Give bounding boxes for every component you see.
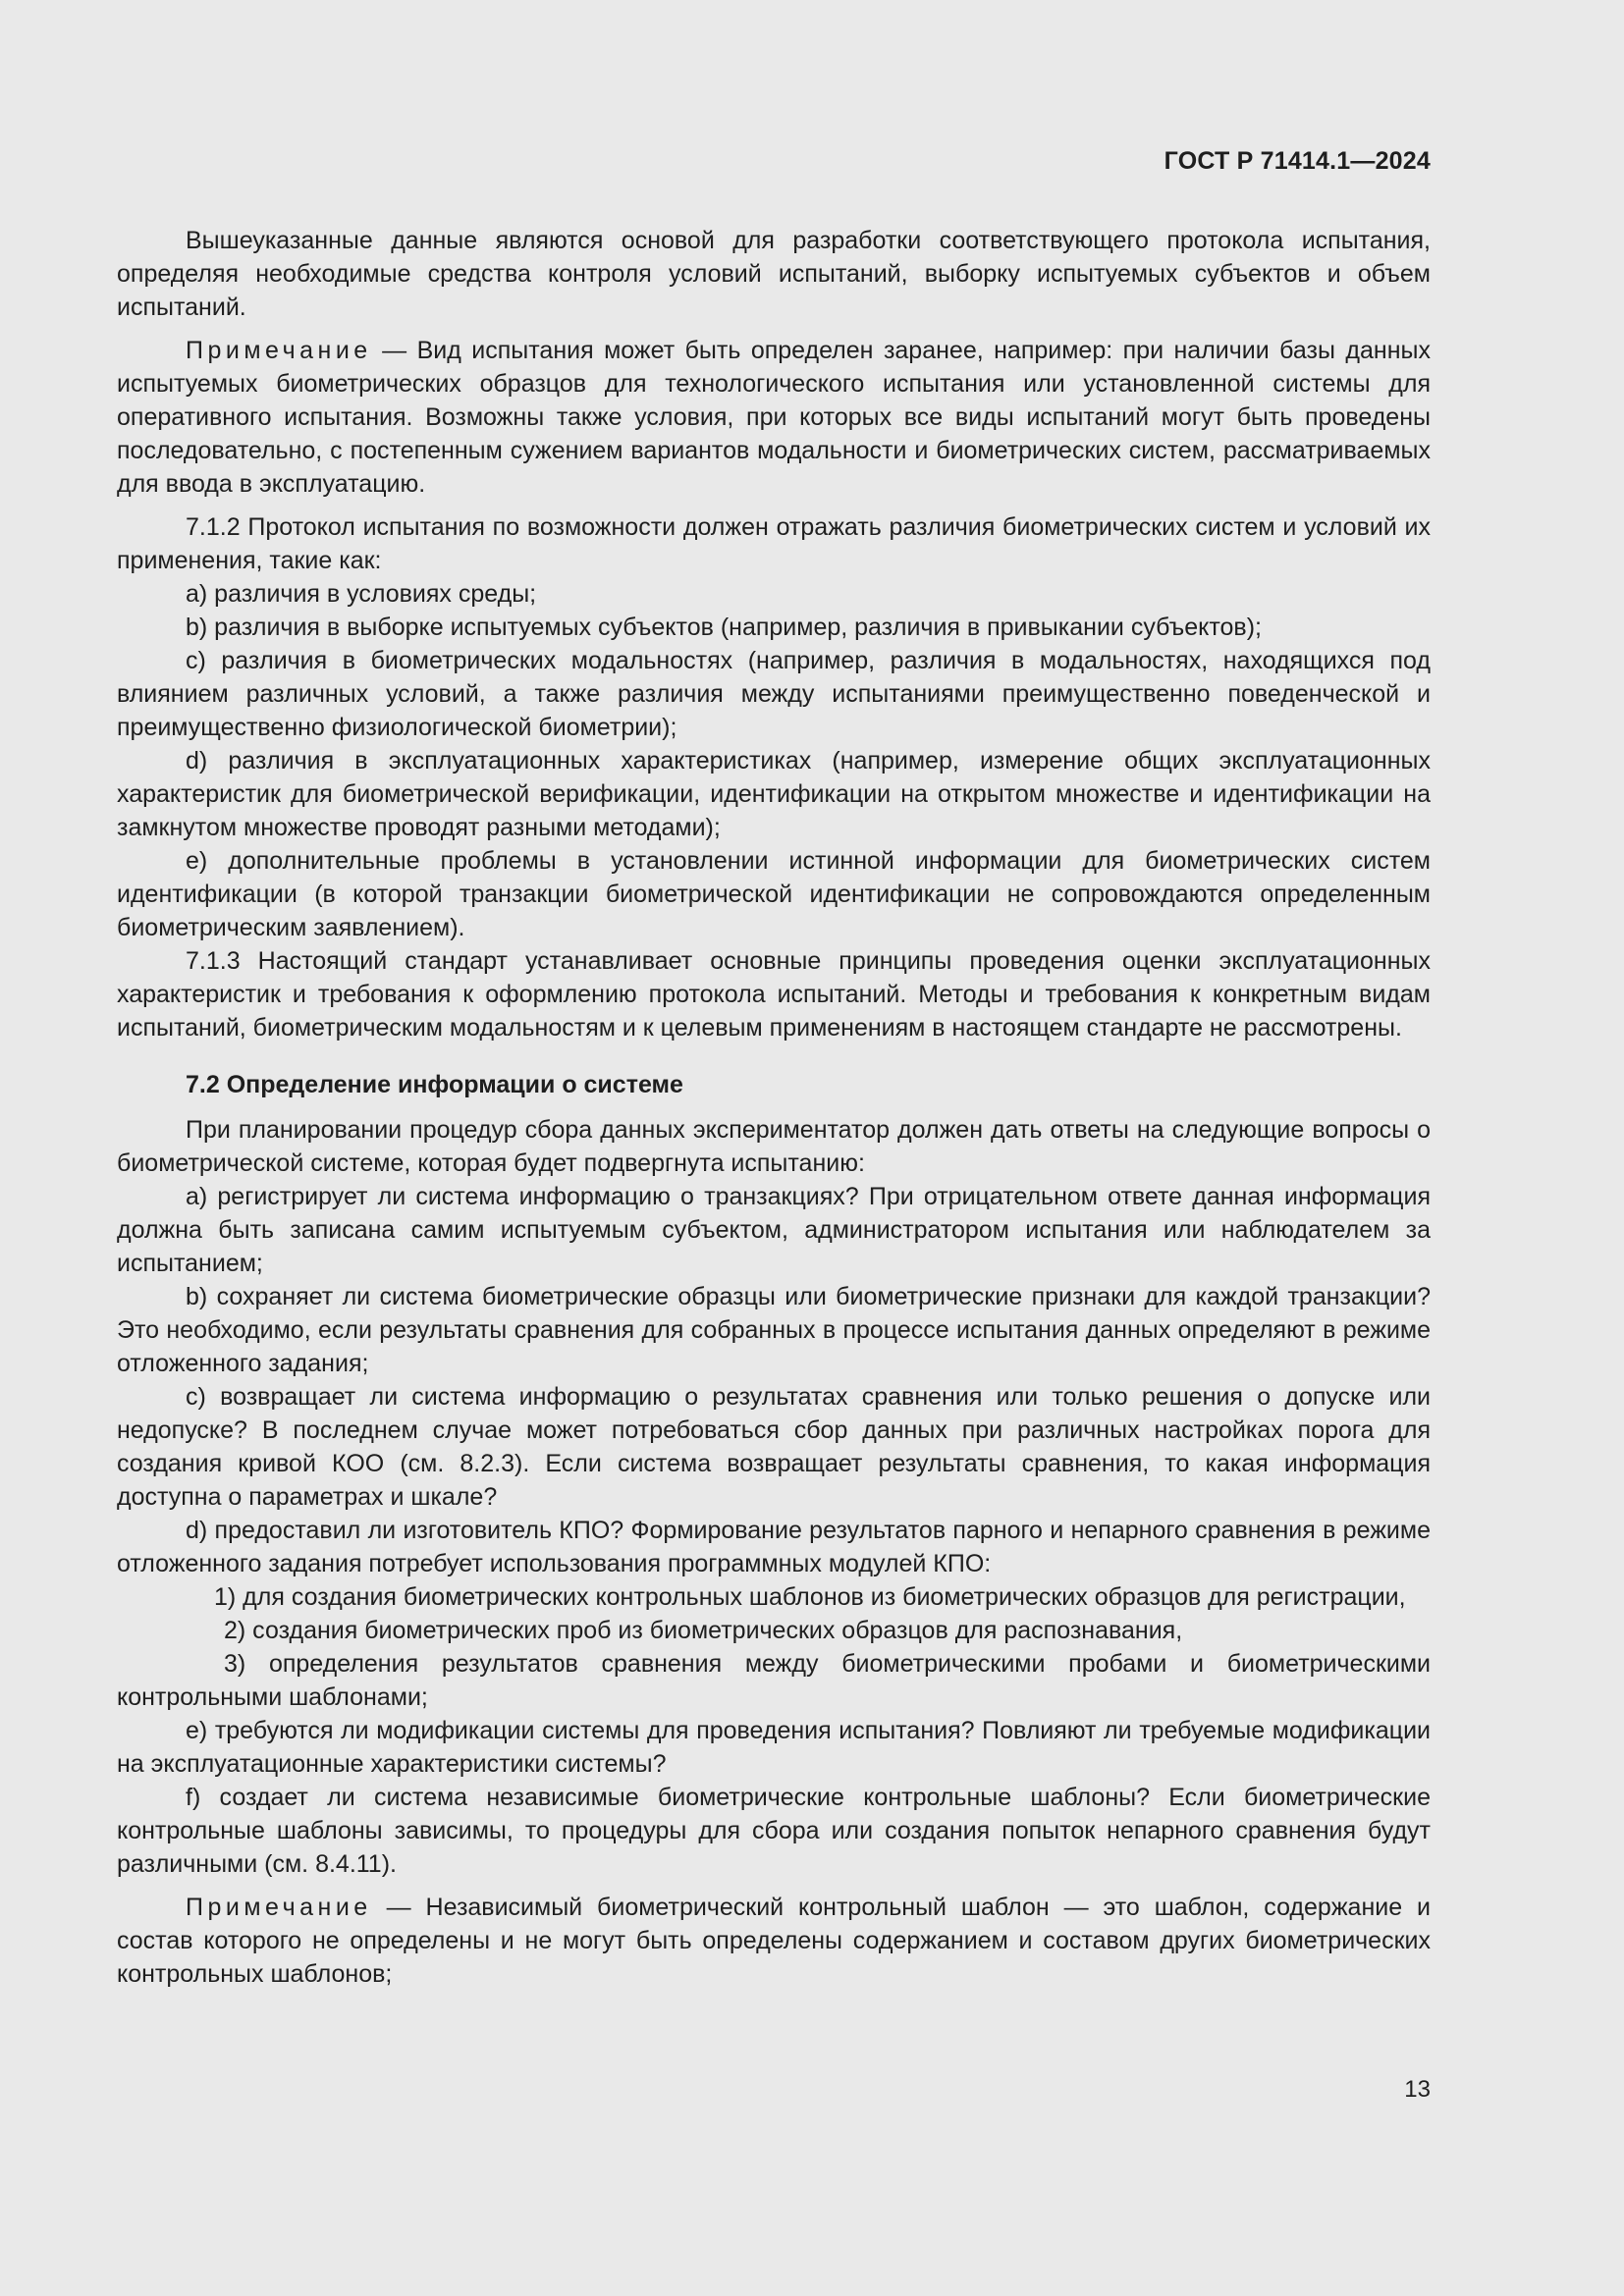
clause-7-1-2-item-e: e) дополнительные проблемы в установлении истинной информации для биометрических систем идентификации (в которой транзакции биометрической идентификации не сопровождаются определенным биометрическим заявлением). [117, 847, 1431, 941]
section-7-2-item-d-3: 3) определения результатов сравнения между биометрическими пробами и биометрическими контрольными шаблонами; [117, 1650, 1431, 1711]
section-7-2-item-c: c) возвращает ли система информацию о результатах сравнения или только решения о допуске или недопуске? В последнем случае может потребоваться сбор данных при различных настройках порога для создания кривой КОО (см. 8.2.3). Если система возвращает результаты сравнения, то какая информация доступна о параметрах и шкале? [117, 1383, 1431, 1511]
section-7-2-item-f: f) создает ли система независимые биометрические контрольные шаблоны? Если биометрические контрольные шаблоны зависимы, то процедуры для сбора или создания попыток непарного сравнения будут различными (см. 8.4.11). [117, 1784, 1431, 1878]
note-2-label: Примечание [186, 1894, 372, 1921]
clause-7-1-2-item-d: d) различия в эксплуатационных характеристиках (например, измерение общих эксплуатационных характеристик для биометрической верификации, идентификации на открытом множестве и идентификации на замкнутом множестве проводят разными методами); [117, 747, 1431, 841]
section-7-2-item-b: b) сохраняет ли система биометрические образцы или биометрические признаки для каждой транзакции? Это необходимо, если результаты сравнения для собранных в процессе испытания данных определяют в режиме отложенного задания; [117, 1283, 1431, 1377]
document-body [117, 224, 1431, 1991]
section-7-2-item-e: e) требуются ли модификации системы для проведения испытания? Повлияют ли требуемые модификации на эксплуатационные характеристики системы? [117, 1717, 1431, 1778]
note-2-text: — Независимый биометрический контрольный шаблон — это шаблон, содержание и состав которого не определены и не могут быть определены содержанием и составом других биометрических контрольных шаблонов; [117, 1894, 1431, 1988]
section-7-2-item-a: a) регистрирует ли система информацию о транзакциях? При отрицательном ответе данная информация должна быть записана самим испытуемым субъектом, администратором испытания или наблюдателем за испытанием; [117, 1183, 1431, 1277]
document-header: ГОСТ Р 71414.1—2024 [1164, 147, 1431, 175]
clause-7-1-3: 7.1.3 Настоящий стандарт устанавливает основные принципы проведения оценки эксплуатационных характеристик и требования к оформлению протокола испытаний. Методы и требования к конкретным видам испытаний, биометрическим модальностям и к целевым применениям в настоящем стандарте не рассмотрены. [117, 947, 1431, 1041]
section-7-2-item-d-2: 2) создания биометрических проб из биометрических образцов для распознавания, [224, 1617, 1183, 1644]
clause-7-1-2-item-b: b) различия в выборке испытуемых субъектов (например, различия в привыкании субъектов); [186, 614, 1262, 641]
note-1-text: — Вид испытания может быть определен заранее, например: при наличии базы данных испытуемых биометрических образцов для технологического испытания или установленной системы для оперативного испытания. Возможны также условия, при которых все виды испытаний могут быть проведены последовательно, с постепенным сужением вариантов модальности и биометрических систем, рассматриваемых для ввода в эксплуатацию. [117, 337, 1431, 498]
section-7-2-item-d: d) предоставил ли изготовитель КПО? Формирование результатов парного и непарного сравнения в режиме отложенного задания потребует использования программных модулей КПО: [117, 1517, 1431, 1577]
section-title-7-2: 7.2 Определение информации о системе [186, 1071, 683, 1098]
note-2 [117, 1891, 1431, 1991]
clause-7-1-2-item-a: a) различия в условиях среды; [186, 580, 537, 608]
note-1 [117, 334, 1431, 501]
intro-paragraph: Вышеуказанные данные являются основой для разработки соответствующего протокола испытания, определяя необходимые средства контроля условий испытаний, выборку испытуемых субъектов и объем испытаний. [117, 227, 1431, 321]
note-1-label: Примечание [186, 337, 372, 364]
clause-7-1-2: 7.1.2 Протокол испытания по возможности должен отражать различия биометрических систем и условий их применения, такие как: [117, 513, 1431, 574]
section-7-2-lead: При планировании процедур сбора данных экспериментатор должен дать ответы на следующие вопросы о биометрической системе, которая будет подвергнута испытанию: [117, 1116, 1431, 1177]
clause-7-1-2-item-c: c) различия в биометрических модальностях (например, различия в модальностях, находящихся под влиянием различных условий, а также различия между испытаниями преимущественно поведенческой и преимущественно физиологической биометрии); [117, 647, 1431, 741]
section-7-2-item-d-1: 1) для создания биометрических контрольных шаблонов из биометрических образцов для регистрации, [214, 1583, 1406, 1611]
page-number: 13 [1404, 2076, 1431, 2103]
